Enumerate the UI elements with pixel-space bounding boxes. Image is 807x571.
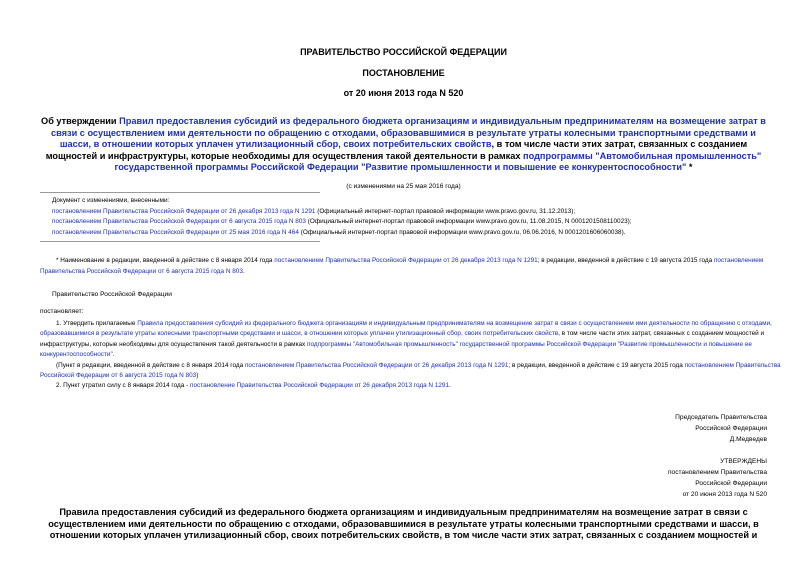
amendment-link-1291[interactable]: постановлением Правительства Российской Федерации от 26 декабря 2013 года N 1291 bbox=[52, 207, 316, 215]
decree-word: постановляет: bbox=[40, 308, 84, 315]
signature-block bbox=[675, 412, 767, 445]
signature-country: Российской Федерации bbox=[695, 425, 767, 432]
edition-link-803[interactable]: постановлением Правительства Российской Федерации от 6 августа 2015 года N 803 bbox=[40, 361, 781, 380]
title-prefix: Об утверждении bbox=[41, 116, 120, 126]
divider-top bbox=[40, 192, 320, 193]
approved-heading: УТВЕРЖДЕНЫ bbox=[720, 458, 767, 465]
item-text: , в том числе части этих затрат, связанных с созданием мощностей и инфраструктуры, которые необходимы для осуществления такой деятельности в рамках bbox=[40, 330, 765, 348]
title-suffix: * bbox=[686, 162, 693, 172]
decree-items bbox=[40, 319, 782, 392]
document-kind: ПОСТАНОВЛЕНИЕ bbox=[362, 68, 445, 78]
edition-link-1291[interactable]: постановлением Правительства Российской Федерации от 26 декабря 2013 года N 1291 bbox=[244, 361, 509, 369]
footnote-text: * Наименование в редакции, введенной в действие с 8 января 2014 года bbox=[56, 257, 275, 264]
item-1-edition-note bbox=[40, 361, 782, 382]
approval-stamp bbox=[668, 456, 767, 500]
amendment-source: (Официальный интернет-портал правовой информации www.pravo.gov.ru, 11.08.2015, N 0001201508110023); bbox=[305, 218, 632, 226]
footnote-link-803[interactable]: постановлением Правительства Российской Федерации от 6 августа 2015 года N 803 bbox=[40, 257, 764, 275]
amendment-source: (Официальный интернет-портал правовой информации www.pravo.gov.ru, 31.12.2013); bbox=[315, 207, 576, 215]
item-text: . bbox=[449, 382, 451, 390]
signature-name: Д.Медведев bbox=[729, 436, 767, 443]
amendment-item bbox=[52, 228, 792, 239]
item-text: . bbox=[112, 351, 115, 359]
item-1-rules-link[interactable]: Правила предоставления субсидий из федерального бюджета организациям и индивидуальным предпринимателям на возмещение затрат в связи с осуществлением ими деятельности по обращению с отходами, образовавшимися в результате утраты колесными транспортными средствами и шасси, в отношении которых уплачен утилизационный сбор, своих потребительских свойств bbox=[40, 320, 772, 338]
issuer: Правительство Российской Федерации bbox=[52, 291, 172, 298]
item-1-subprogram-link[interactable]: подпрограммы "Автомобильная промышленность" государственной программы Российской Федерации "Развитие промышленности и повышение ее конкурентоспособности" bbox=[40, 340, 752, 359]
signature-position: Председатель Правительства bbox=[675, 414, 767, 421]
approved-country: Российской Федерации bbox=[695, 480, 767, 487]
government-heading: ПРАВИТЕЛЬСТВО РОССИЙСКОЙ ФЕДЕРАЦИИ bbox=[300, 47, 507, 57]
divider-bottom bbox=[40, 241, 320, 242]
document-date-number: от 20 июня 2013 года N 520 bbox=[343, 88, 464, 98]
footnote-paragraph bbox=[40, 256, 780, 277]
title-footnote bbox=[40, 256, 780, 277]
item-2 bbox=[40, 381, 782, 391]
amendments-intro: Документ с изменениями, внесенными: bbox=[52, 197, 170, 204]
amendment-source: (Официальный интернет-портал правовой информации www.pravo.gov.ru, 06.06.2016, N 0001201606060038). bbox=[298, 229, 626, 237]
item-text: (Пункт в редакции, введенной в действие с 8 января 2014 года bbox=[56, 361, 245, 369]
item-text: 2. Пункт утратил силу с 8 января 2014 года - bbox=[56, 382, 190, 390]
footnote-text: . bbox=[242, 267, 245, 275]
approved-by: постановлением Правительства bbox=[667, 469, 767, 476]
item-text: 1. Утвердить прилагаемые bbox=[56, 320, 138, 327]
footnote-text: ; в редакции, введенной в действие с 19 августа 2015 года bbox=[537, 257, 714, 264]
rules-title: Правила предоставления субсидий из федерального бюджета организациям и индивидуальным предпринимателям на возмещение затрат в связи с осуществлением ими деятельности по обращению с отходами, образовавшимися в результате утраты колесными транспортными средствами и шасси, в отношении которых уплачен утилизационный сбор, своих потребительских свойств, в том числе части этих затрат, связанных с созданием мощностей и bbox=[48, 507, 759, 540]
title-middle: , в том числе части этих затрат, связанных с созданием мощностей и инфраструктуры, которые необходимы для осуществления такой деятельности в рамках bbox=[45, 139, 748, 161]
changes-note: (с изменениями на 25 мая 2016 года) bbox=[346, 183, 461, 190]
item-text: ; в редакции, введенной в действие с 19 августа 2015 года bbox=[508, 361, 685, 369]
amendment-link-464[interactable]: постановлением Правительства Российской Федерации от 25 мая 2016 года N 464 bbox=[52, 229, 299, 237]
document-title bbox=[40, 116, 767, 174]
item-text: ) bbox=[196, 372, 199, 380]
item-2-repeal-link[interactable]: постановление Правительства Российской Федерации от 26 декабря 2013 года N 1291 bbox=[190, 382, 450, 390]
title-rules-link[interactable]: Правил предоставления субсидий из федерального бюджета организациям и индивидуальным предпринимателям на возмещение затрат в связи с осуществлением ими деятельности по обращению с отходами, образовавшимися в результате утраты колесными транспортными средствами и шасси, в отношении которых уплачен утилизационный сбор, своих потребительских свойств bbox=[51, 116, 766, 149]
amendments-block bbox=[52, 196, 792, 239]
title-subprogram-link[interactable]: подпрограммы "Автомобильная промышленность" государственной программы Российской Федерации "Развитие промышленности и повышение ее конкурентоспособности" bbox=[114, 150, 762, 172]
amendment-item bbox=[52, 207, 792, 218]
amendment-link-803[interactable]: постановлением Правительства Российской Федерации от 6 августа 2015 года N 803 bbox=[52, 218, 306, 226]
amendment-item bbox=[52, 217, 792, 228]
footnote-link-1291[interactable]: постановлением Правительства Российской Федерации от 26 декабря 2013 года N 1291 bbox=[274, 257, 538, 264]
approved-date: от 20 июня 2013 года N 520 bbox=[682, 491, 767, 498]
item-1 bbox=[40, 319, 782, 361]
